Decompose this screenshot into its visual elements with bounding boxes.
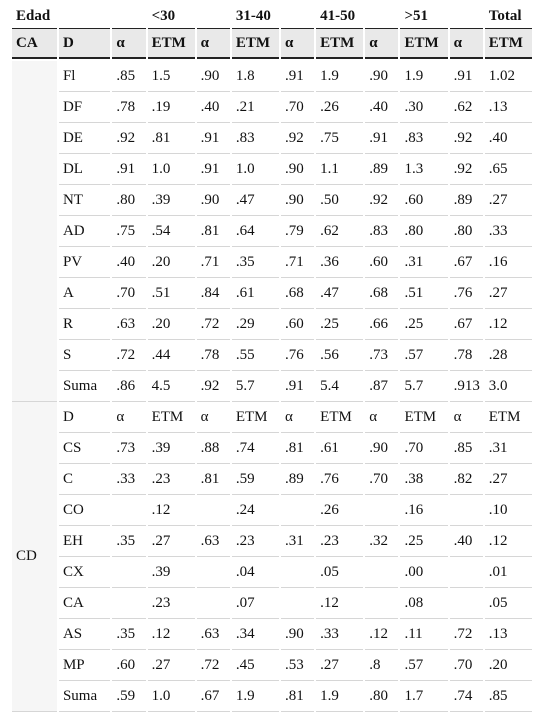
row-label: EH	[59, 526, 110, 557]
table-row	[12, 588, 532, 619]
table-cell: .90	[281, 154, 314, 185]
table-cell: .35	[112, 619, 145, 650]
table-cell: .85	[112, 61, 145, 92]
table-cell: .40	[197, 92, 230, 123]
header-row-age	[12, 4, 532, 29]
table-cell: .31	[400, 247, 447, 278]
table-cell: .44	[148, 340, 195, 371]
table-cell: .85	[450, 433, 483, 464]
table-cell: .47	[232, 185, 279, 216]
table-cell: .84	[197, 278, 230, 309]
table-cell: .78	[112, 92, 145, 123]
table-cell: .88	[197, 433, 230, 464]
table-cell: .90	[197, 185, 230, 216]
table-cell: .70	[450, 650, 483, 681]
table-cell: .83	[232, 123, 279, 154]
table-cell: .45	[232, 650, 279, 681]
table-cell	[450, 588, 483, 619]
table-cell: .35	[232, 247, 279, 278]
table-cell: .90	[281, 185, 314, 216]
table-cell: .63	[197, 526, 230, 557]
table-cell: .27	[485, 278, 532, 309]
row-label: Suma	[59, 371, 110, 402]
table-cell: .73	[365, 340, 398, 371]
header-age-cell-3: <30	[148, 4, 195, 29]
table-cell: .20	[485, 650, 532, 681]
table-cell: .57	[400, 340, 447, 371]
row-label: CX	[59, 557, 110, 588]
table-cell: 1.7	[400, 681, 447, 712]
table-row	[12, 154, 532, 185]
table-cell: .05	[316, 557, 363, 588]
table-row	[12, 247, 532, 278]
table-cell: .54	[148, 216, 195, 247]
table-cell: .91	[281, 371, 314, 402]
table-cell: .80	[365, 681, 398, 712]
header-col-cell-7: ETM	[316, 29, 363, 59]
table-cell: .80	[112, 185, 145, 216]
header-age-cell-10	[450, 4, 483, 29]
table-body	[12, 61, 532, 712]
table-cell: .60	[365, 247, 398, 278]
table-cell: .71	[197, 247, 230, 278]
table-cell: .62	[316, 216, 363, 247]
table-cell: .60	[400, 185, 447, 216]
row-label: PV	[59, 247, 110, 278]
header-row-columns	[12, 29, 532, 59]
table-cell: .51	[400, 278, 447, 309]
table-row	[12, 92, 532, 123]
header-age-cell-8	[365, 4, 398, 29]
row-label: S	[59, 340, 110, 371]
table-cell: .12	[365, 619, 398, 650]
table-cell: .90	[281, 619, 314, 650]
row-label: R	[59, 309, 110, 340]
table-cell: .29	[232, 309, 279, 340]
table-cell: .81	[197, 464, 230, 495]
table-cell: .11	[400, 619, 447, 650]
table-cell	[450, 495, 483, 526]
table-row	[12, 495, 532, 526]
table-cell: .92	[281, 123, 314, 154]
table-cell: .90	[365, 433, 398, 464]
header-col-cell-10: α	[450, 29, 483, 59]
table-cell: α	[450, 402, 483, 433]
table-cell: 1.3	[400, 154, 447, 185]
header-col-cell-5: ETM	[232, 29, 279, 59]
table-cell: .40	[365, 92, 398, 123]
header-age-cell-11: Total	[485, 4, 532, 29]
table-cell: .74	[232, 433, 279, 464]
table-cell: .67	[197, 681, 230, 712]
table-cell: .83	[365, 216, 398, 247]
table-row	[12, 681, 532, 712]
table-cell: .92	[450, 154, 483, 185]
table-row	[12, 371, 532, 402]
table-cell: .90	[197, 61, 230, 92]
table-cell: .70	[112, 278, 145, 309]
header-col-cell-6: α	[281, 29, 314, 59]
table-cell: .27	[148, 650, 195, 681]
table-cell: .47	[316, 278, 363, 309]
table-cell: .70	[365, 464, 398, 495]
table-cell: .40	[450, 526, 483, 557]
table-cell: .53	[281, 650, 314, 681]
table-cell: .31	[281, 526, 314, 557]
table-cell: .82	[450, 464, 483, 495]
header-age-cell-5: 31-40	[232, 4, 279, 29]
table-cell: 1.9	[316, 61, 363, 92]
header-col-cell-8: α	[365, 29, 398, 59]
table-cell: .67	[450, 309, 483, 340]
table-cell: .12	[316, 588, 363, 619]
table-cell: .25	[400, 309, 447, 340]
table-cell: .81	[197, 216, 230, 247]
table-cell: .78	[450, 340, 483, 371]
table-cell: .00	[400, 557, 447, 588]
header-age-cell-7: 41-50	[316, 4, 363, 29]
table-cell: .16	[400, 495, 447, 526]
row-label: Suma	[59, 681, 110, 712]
table-cell: α	[281, 402, 314, 433]
table-cell: .90	[365, 61, 398, 92]
table-cell: 1.8	[232, 61, 279, 92]
table-cell	[112, 588, 145, 619]
table-cell: .40	[485, 123, 532, 154]
row-label: C	[59, 464, 110, 495]
table-cell: .24	[232, 495, 279, 526]
table-cell: .913	[450, 371, 483, 402]
table-cell: .91	[197, 123, 230, 154]
table-cell: 1.9	[232, 681, 279, 712]
table-cell: .25	[316, 309, 363, 340]
table-cell: .62	[450, 92, 483, 123]
table-cell	[365, 495, 398, 526]
table-row	[12, 123, 532, 154]
table-cell: .25	[400, 526, 447, 557]
table-cell: .72	[112, 340, 145, 371]
table-cell: .61	[316, 433, 363, 464]
table-cell: .66	[365, 309, 398, 340]
header-age-cell-2	[112, 4, 145, 29]
table-row	[12, 340, 532, 371]
table-cell: .68	[365, 278, 398, 309]
table-cell: .10	[485, 495, 532, 526]
row-label: A	[59, 278, 110, 309]
table-cell: .12	[148, 619, 195, 650]
table-cell: .21	[232, 92, 279, 123]
row-label: DL	[59, 154, 110, 185]
header-age-cell-4	[197, 4, 230, 29]
table-cell: .91	[450, 61, 483, 92]
table-cell: .56	[316, 340, 363, 371]
table-cell: .80	[450, 216, 483, 247]
table-row	[12, 185, 532, 216]
table-cell	[197, 495, 230, 526]
table-cell: .89	[281, 464, 314, 495]
row-label: Fl	[59, 61, 110, 92]
row-label: AS	[59, 619, 110, 650]
header-age-cell-9: >51	[400, 4, 447, 29]
table-cell: .60	[112, 650, 145, 681]
table-cell: .39	[148, 557, 195, 588]
table-row	[12, 402, 532, 433]
table-cell: α	[365, 402, 398, 433]
table-cell: .64	[232, 216, 279, 247]
table-cell: .40	[112, 247, 145, 278]
row-label: CA	[59, 588, 110, 619]
table-cell: .19	[148, 92, 195, 123]
row-label: MP	[59, 650, 110, 681]
table-cell: .91	[281, 61, 314, 92]
header-col-cell-0: CA	[12, 29, 57, 59]
header-col-cell-2: α	[112, 29, 145, 59]
table-cell: .59	[112, 681, 145, 712]
table-row	[12, 650, 532, 681]
table-cell: .27	[485, 464, 532, 495]
table-cell: .63	[112, 309, 145, 340]
table-cell	[281, 588, 314, 619]
table-cell: .31	[485, 433, 532, 464]
table-cell: .63	[197, 619, 230, 650]
table-cell: .08	[400, 588, 447, 619]
table-cell: .33	[112, 464, 145, 495]
table-cell: 1.5	[148, 61, 195, 92]
table-cell: .32	[365, 526, 398, 557]
table-cell: .27	[316, 650, 363, 681]
table-cell: α	[112, 402, 145, 433]
table-row	[12, 433, 532, 464]
header-age-cell-6	[281, 4, 314, 29]
table-cell: .92	[197, 371, 230, 402]
table-cell: .83	[400, 123, 447, 154]
table-cell: .80	[400, 216, 447, 247]
table-row	[12, 278, 532, 309]
table-row	[12, 526, 532, 557]
table-cell: 5.7	[400, 371, 447, 402]
table-cell: 4.5	[148, 371, 195, 402]
table-cell: .13	[485, 92, 532, 123]
row-label: NT	[59, 185, 110, 216]
row-label: AD	[59, 216, 110, 247]
table-cell: .91	[365, 123, 398, 154]
table-cell: .39	[148, 185, 195, 216]
table-cell: ETM	[232, 402, 279, 433]
table-cell: .91	[197, 154, 230, 185]
table-cell: .85	[485, 681, 532, 712]
table-cell: .59	[232, 464, 279, 495]
header-col-cell-4: α	[197, 29, 230, 59]
reliability-table	[10, 4, 534, 712]
table-cell: .79	[281, 216, 314, 247]
row-label: D	[59, 402, 110, 433]
table-cell: .16	[485, 247, 532, 278]
table-cell: .91	[112, 154, 145, 185]
table-cell	[112, 495, 145, 526]
table-cell: ETM	[148, 402, 195, 433]
row-label: DE	[59, 123, 110, 154]
table-cell: .76	[450, 278, 483, 309]
table-cell	[281, 495, 314, 526]
table-cell: .81	[281, 433, 314, 464]
table-cell: .74	[450, 681, 483, 712]
table-cell: 1.0	[148, 681, 195, 712]
table-cell: .13	[485, 619, 532, 650]
table-cell: .75	[112, 216, 145, 247]
table-cell: 3.0	[485, 371, 532, 402]
table-cell: .20	[148, 309, 195, 340]
table-cell: 1.0	[148, 154, 195, 185]
table-cell: .92	[450, 123, 483, 154]
table-cell: .35	[112, 526, 145, 557]
table-cell: .8	[365, 650, 398, 681]
table-cell: .78	[197, 340, 230, 371]
table-cell: .72	[197, 650, 230, 681]
header-col-cell-3: ETM	[148, 29, 195, 59]
table-cell: .70	[281, 92, 314, 123]
table-cell: .26	[316, 92, 363, 123]
table-cell: .28	[485, 340, 532, 371]
table-cell: 1.9	[316, 681, 363, 712]
table-cell: .65	[485, 154, 532, 185]
table-cell: .87	[365, 371, 398, 402]
table-cell: .50	[316, 185, 363, 216]
table-cell: .38	[400, 464, 447, 495]
table-cell	[281, 557, 314, 588]
table-cell: .72	[450, 619, 483, 650]
table-cell: .05	[485, 588, 532, 619]
table-cell	[365, 557, 398, 588]
table-cell: .39	[148, 433, 195, 464]
table-cell: .81	[148, 123, 195, 154]
table-cell: .34	[232, 619, 279, 650]
table-row	[12, 216, 532, 247]
table-cell: 5.4	[316, 371, 363, 402]
table-cell: .76	[316, 464, 363, 495]
table-row	[12, 464, 532, 495]
table-cell: .75	[316, 123, 363, 154]
row-label: CS	[59, 433, 110, 464]
table-cell: 1.9	[400, 61, 447, 92]
group-label: CD	[12, 402, 57, 712]
table-cell: ETM	[485, 402, 532, 433]
table-cell: .33	[485, 216, 532, 247]
table-cell: .12	[148, 495, 195, 526]
table-cell: ETM	[316, 402, 363, 433]
table-row	[12, 61, 532, 92]
table-cell: .73	[112, 433, 145, 464]
table-cell: .30	[400, 92, 447, 123]
table-cell: .20	[148, 247, 195, 278]
table-cell: .27	[148, 526, 195, 557]
table-cell: .07	[232, 588, 279, 619]
table-cell	[112, 557, 145, 588]
table-cell: .23	[148, 588, 195, 619]
header-col-cell-1: D	[59, 29, 110, 59]
header-col-cell-11: ETM	[485, 29, 532, 59]
table-cell: .72	[197, 309, 230, 340]
table-cell: .70	[400, 433, 447, 464]
table-cell	[450, 557, 483, 588]
table-cell: .71	[281, 247, 314, 278]
table-cell	[365, 588, 398, 619]
table-cell: .55	[232, 340, 279, 371]
table-row	[12, 619, 532, 650]
table-cell: .76	[281, 340, 314, 371]
table-cell: .92	[365, 185, 398, 216]
table-cell: ETM	[400, 402, 447, 433]
table-cell: 1.1	[316, 154, 363, 185]
table-cell: .33	[316, 619, 363, 650]
table-cell: .86	[112, 371, 145, 402]
row-label: DF	[59, 92, 110, 123]
table-cell: .68	[281, 278, 314, 309]
table-cell: 1.02	[485, 61, 532, 92]
table-cell: 5.7	[232, 371, 279, 402]
header-age-cell-1	[59, 4, 110, 29]
table-cell: .89	[450, 185, 483, 216]
table-row	[12, 309, 532, 340]
table-cell: .23	[316, 526, 363, 557]
table-cell: .27	[485, 185, 532, 216]
table-cell: .23	[148, 464, 195, 495]
table-cell: .36	[316, 247, 363, 278]
table-cell: .12	[485, 309, 532, 340]
table-cell: .60	[281, 309, 314, 340]
table-cell: .01	[485, 557, 532, 588]
header-age-cell-0: Edad	[12, 4, 57, 29]
table-cell	[197, 588, 230, 619]
row-label: CO	[59, 495, 110, 526]
table-cell: .67	[450, 247, 483, 278]
table-cell: .57	[400, 650, 447, 681]
table-cell: .81	[281, 681, 314, 712]
table-cell	[197, 557, 230, 588]
table-cell: .26	[316, 495, 363, 526]
table-cell: .23	[232, 526, 279, 557]
table-cell: .89	[365, 154, 398, 185]
table-cell: .92	[112, 123, 145, 154]
table-cell: α	[197, 402, 230, 433]
header-col-cell-9: ETM	[400, 29, 447, 59]
table-cell: .61	[232, 278, 279, 309]
table-cell: 1.0	[232, 154, 279, 185]
group-label	[12, 61, 57, 402]
table-cell: .04	[232, 557, 279, 588]
table-cell: .51	[148, 278, 195, 309]
table-cell: .12	[485, 526, 532, 557]
table-row	[12, 557, 532, 588]
